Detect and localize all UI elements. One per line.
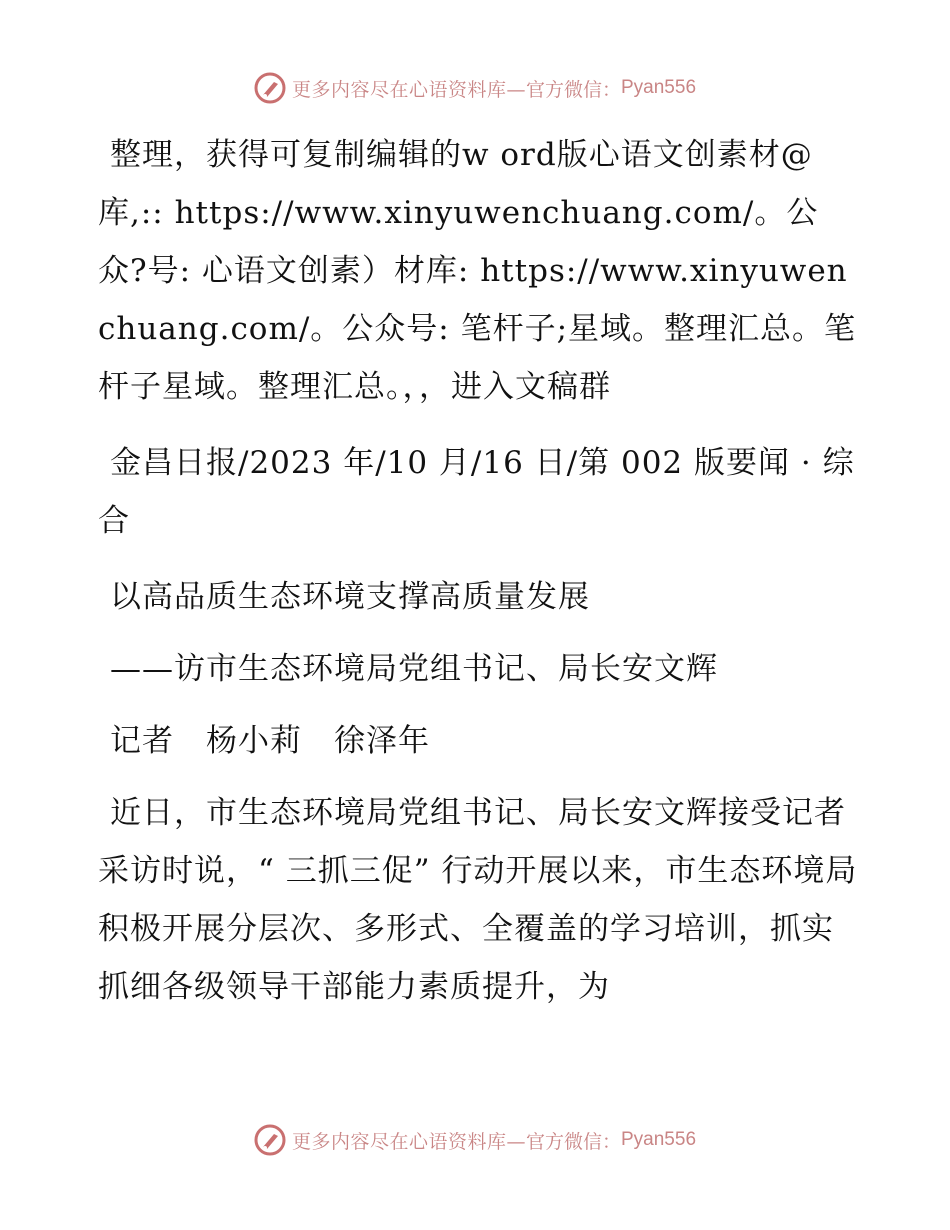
pen-nib-logo-icon xyxy=(254,72,286,104)
banner-text: 更多内容尽在心语资料库— xyxy=(291,1130,526,1153)
document-body xyxy=(98,126,858,1034)
footer-watermark-banner xyxy=(0,1122,950,1158)
article-subtitle: ——访市生态环境局党组书记、局长安文辉 xyxy=(110,651,718,687)
header-watermark-banner xyxy=(0,70,950,106)
article-title: 以高品质生态环境支撑高质量发展 xyxy=(110,579,590,615)
banner-wechat-id: Pyan556 xyxy=(621,1129,697,1150)
pen-nib-logo-icon xyxy=(254,1124,286,1156)
intro-paragraph: 整理，获得可复制编辑的w ord版心语文创素材@库,:: https://www.xinyuwenchuang.com/。公众?号: 心语文创素）材库: https://www.xinyuwenchuang.com/。公众号: 笔杆子;星域。整理汇总。笔杆子星域。整理汇总。，，进入文稿群 xyxy=(98,137,857,405)
body-paragraph: 近日，市生态环境局党组书记、局长安文辉接受记者采访时说，“ 三抓三促” 行动开展以来，市生态环境局积极开展分层次、多形式、全覆盖的学习培训，抓实抓细各级领导干部能力素质提升，为 xyxy=(98,795,858,1005)
banner-wechat-label: 官方微信： xyxy=(525,1130,621,1153)
banner-text: 更多内容尽在心语资料库— xyxy=(291,78,526,101)
banner-wechat-id: Pyan556 xyxy=(621,77,697,98)
byline: 记者 杨小莉 徐泽年 xyxy=(110,723,430,759)
banner-wechat-label: 官方微信： xyxy=(525,78,621,101)
source-line: 金昌日报/2023 年/10 月/16 日/第 002 版要闻 · 综合 xyxy=(98,445,855,539)
